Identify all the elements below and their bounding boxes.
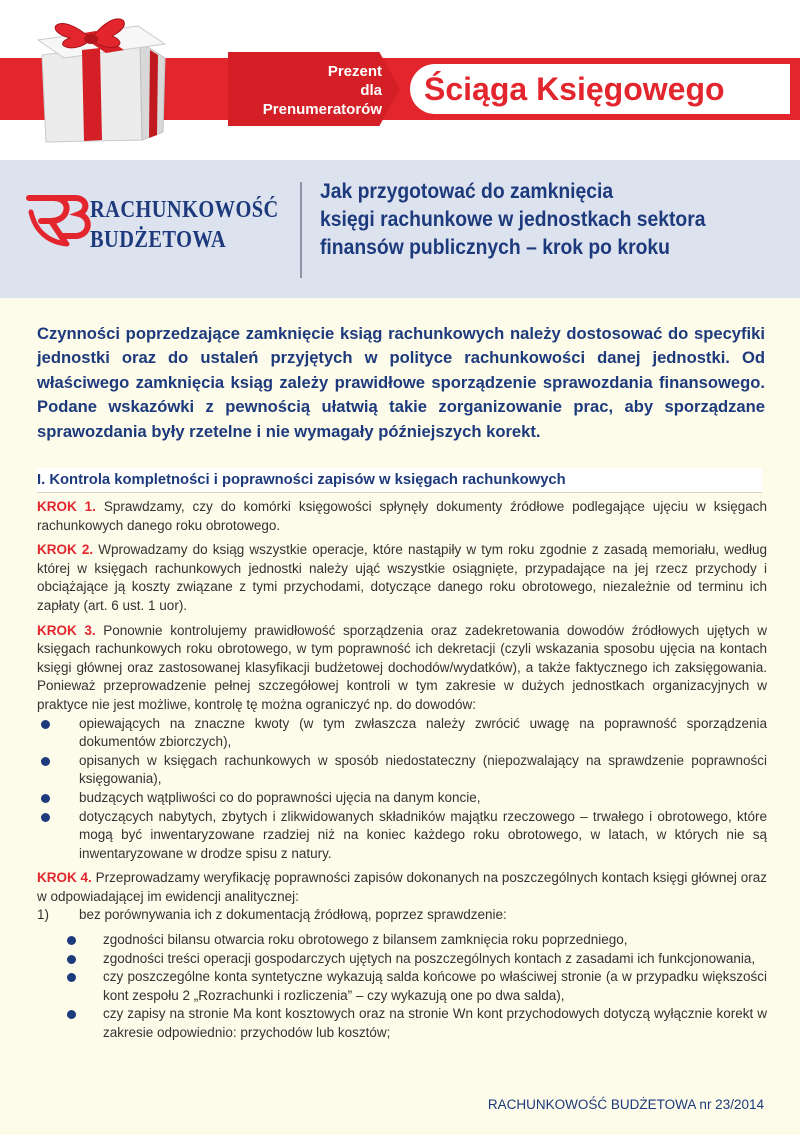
step-4-text: Przeprowadzamy weryfikację poprawności zapisów dokonanych na poszczególnych kontach księgi głównej oraz w odpowiadającej im ewidencji analitycznej: bbox=[37, 870, 767, 904]
list-item: budzących wątpliwości co do poprawności ujęcia na danym koncie, bbox=[37, 789, 767, 808]
list-item: opisanych w księgach rachunkowych w sposób niedostateczny (niepozwalający na sprawdzenie poprawności księgowania), bbox=[37, 752, 767, 789]
step-4 bbox=[37, 869, 767, 906]
rb-logo-text bbox=[90, 195, 279, 255]
step-1-text: Sprawdzamy, czy do komórki księgowości spłynęły dokumenty źródłowe podlegające ujęciu w księgach rachunkowych danego roku obrotowego. bbox=[37, 499, 767, 533]
logo-line-1: RACHUNKOWOŚĆ bbox=[90, 197, 279, 223]
gift-box-icon bbox=[20, 0, 170, 150]
article-title bbox=[320, 178, 752, 262]
step-3-list bbox=[37, 715, 767, 864]
list-item: zgodności bilansu otwarcia roku obrotowego z bilansem zamknięcia roku poprzedniego, bbox=[61, 931, 767, 950]
section-heading-text: I. Kontrola kompletności i poprawności zapisów w księgach rachunkowych bbox=[37, 472, 566, 488]
section-heading-rule bbox=[37, 492, 762, 493]
prezent-line-1: Prezent bbox=[327, 63, 382, 80]
step-2-label: KROK 2. bbox=[37, 542, 94, 558]
article-body bbox=[37, 498, 767, 1043]
title-line-3: finansów publicznych – krok po kroku bbox=[320, 236, 670, 259]
step-4-label: KROK 4. bbox=[37, 870, 92, 886]
list-item: zgodności treści operacji gospodarczych ujętych na poszczególnych kontach z zasadami ich funkcjonowania, bbox=[61, 950, 767, 969]
step-2-text: Wprowadzamy do ksiąg wszystkie operacje, które nastąpiły w tym roku zgodnie z zasadą memoriału, według której w księgach rachunkowych jednostki należy ująć wszystkie osiągnięte, przypadające na jej rzecz przychody i obciążające ją koszty związane z tymi przychodami, dotyczące danego roku obrotowego, niezależnie od terminu ich zapłaty (art. 6 ust. 1 uor). bbox=[37, 542, 768, 613]
header-divider bbox=[300, 182, 302, 278]
list-item: opiewających na znaczne kwoty (w tym zwłaszcza należy zwrócić uwagę na poprawność sporządzenia dokumentów zbiorczych), bbox=[37, 715, 767, 752]
intro-paragraph: Czynności poprzedzające zamknięcie ksiąg rachunkowych należy dostosować do specyfiki jednostki oraz do ustaleń przyjętych w polityce rachunkowości danej jednostki. Od właściwego zamknięcia ksiąg zależy prawidłowe sporządzenie sprawozdania finansowego. Podane wskazówki z pewnością ułatwią takie zorganizowanie prac, aby sporządzane sprawozdania były rzetelne i nie wymagały późniejszych korekt. bbox=[37, 324, 765, 441]
prezent-line-2: dla Prenumeratorów bbox=[262, 82, 382, 118]
section-heading bbox=[37, 468, 762, 493]
title-line-1: Jak przygotować do zamknięcia bbox=[320, 180, 614, 203]
step-2 bbox=[37, 541, 767, 615]
step-4-numbered-text: bez porównywania ich z dokumentacją źródłową, poprzez sprawdzenie: bbox=[79, 907, 507, 923]
step-3-text: Ponownie kontrolujemy prawidłowość sporządzenia oraz zadekretowania dowodów źródłowych ujętych w księgach rachunkowych roku obrotowego, w tym poprawność ich dekretacji (czyli wskazania sposobu ujęcia na kontach księgi głównej oraz zastosowanej klasyfikacji budżetowej dochodów/wydatków), a także faktycznego ich zaksięgowania. Ponieważ przeprowadzenie pełnej szczegółowej kontroli w tym zakresie w dużych jednostkach organizacyjnych w praktyce nie jest możliwe, kontrolę tę można ograniczyć np. do dowodów: bbox=[37, 622, 767, 712]
prezent-tag-text bbox=[250, 62, 382, 119]
page-footer: RACHUNKOWOŚĆ BUDŻETOWA nr 23/2014 bbox=[487, 1097, 764, 1112]
logo-line-2: BUDŻETOWA bbox=[90, 227, 227, 253]
list-item: czy zapisy na stronie Ma kont kosztowych oraz na stronie Wn kont przychodowych dotyczą wyłącznie korekt w zakresie odpowiednio: przychodów lub kosztów; bbox=[61, 1005, 767, 1042]
step-4-numbered-item bbox=[37, 906, 767, 925]
list-item: czy poszczególne konta syntetyczne wykazują salda końcowe po właściwej stronie (a w przypadku większości kont zespołu 2 „Rozrachunki i rozliczenia” – czy wykazują one po dwa salda), bbox=[61, 968, 767, 1005]
step-1-label: KROK 1. bbox=[37, 499, 96, 514]
step-1 bbox=[37, 498, 767, 535]
step-4-number: 1) bbox=[37, 907, 50, 923]
step-3-label: KROK 3. bbox=[37, 622, 96, 638]
sciaga-title: Ściąga Księgowego bbox=[410, 64, 790, 114]
list-item: dotyczących nabytych, zbytych i zlikwidowanych składników majątku rzeczowego – trwałego i obrotowego, które mogą być inwentaryzowane rzadziej niż na koniec każdego roku obrotowego, w latach, w których nie są inwentaryzowane w drodze spisu z natury. bbox=[37, 808, 767, 864]
step-4-list bbox=[37, 931, 767, 1043]
step-3 bbox=[37, 622, 767, 715]
title-line-2: księgi rachunkowe w jednostkach sektora bbox=[320, 208, 706, 231]
